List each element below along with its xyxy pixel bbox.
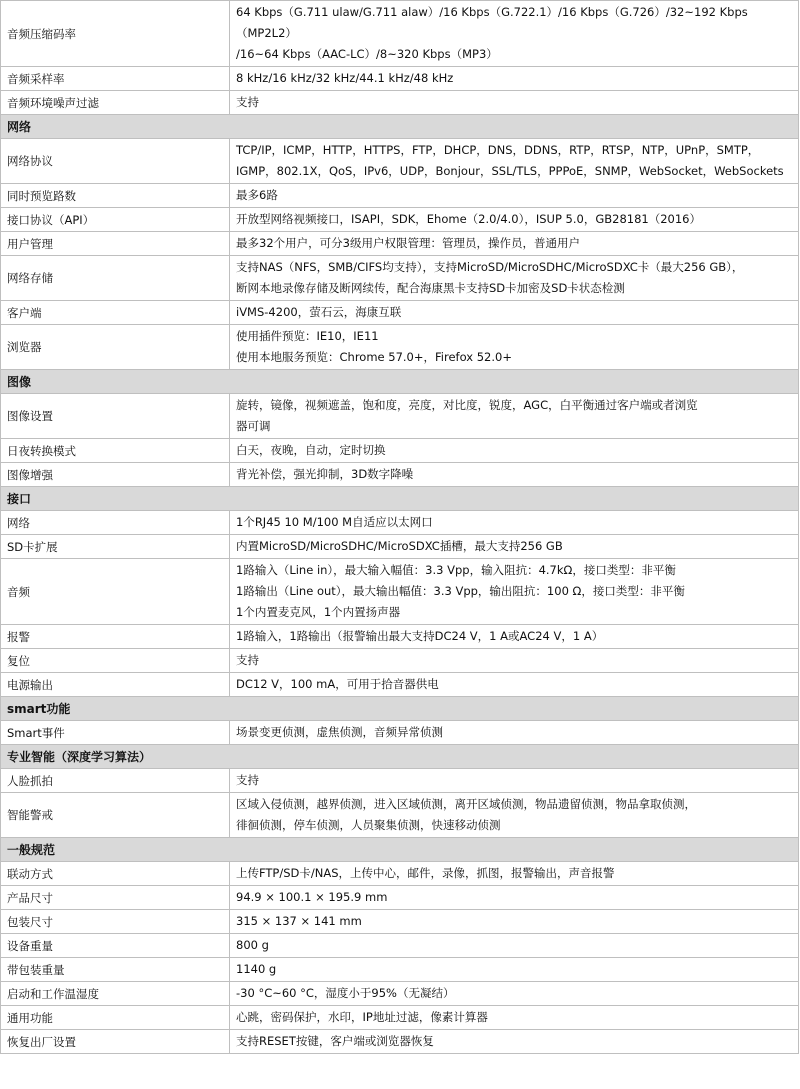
spec-label: 客户端 [1,301,230,325]
spec-value [230,793,799,838]
spec-row [1,325,799,370]
spec-value [230,649,799,673]
spec-value-line: 场景变更侦测，虚焦侦测，音频异常侦测 [236,725,443,739]
spec-value [230,910,799,934]
spec-value-line: iVMS-4200，萤石云，海康互联 [236,305,402,319]
spec-value [230,559,799,625]
spec-label: 音频采样率 [1,67,230,91]
spec-label: 音频 [1,559,230,625]
spec-value-line: 内置MicroSD/MicroSDHC/MicroSDXC插槽，最大支持256 GB [236,539,563,553]
spec-value-line: -30 °C~60 °C，湿度小于95%（无凝结） [236,986,455,1000]
spec-value [230,91,799,115]
spec-label: 包装尺寸 [1,910,230,934]
section-title: 接口 [1,487,799,511]
spec-row [1,232,799,256]
spec-row [1,958,799,982]
spec-row [1,625,799,649]
spec-row [1,862,799,886]
spec-label: 智能警戒 [1,793,230,838]
spec-value-line: 94.9 × 100.1 × 195.9 mm [236,890,388,904]
spec-value-line: 最多6路 [236,188,278,202]
spec-row [1,535,799,559]
spec-row [1,559,799,625]
spec-row [1,463,799,487]
spec-row [1,139,799,184]
spec-value [230,934,799,958]
spec-value-line: 支持RESET按键，客户端或浏览器恢复 [236,1034,434,1048]
section-title: 一般规范 [1,838,799,862]
section-title: smart功能 [1,697,799,721]
spec-value [230,721,799,745]
spec-row [1,910,799,934]
section-header-row [1,838,799,862]
spec-label: 接口协议（API） [1,208,230,232]
spec-row [1,184,799,208]
spec-table-body [1,1,799,1054]
spec-label: 报警 [1,625,230,649]
section-header-row [1,697,799,721]
section-title: 专业智能（深度学习算法） [1,745,799,769]
spec-value-line: 区域入侵侦测，越界侦测，进入区域侦测，离开区域侦测，物品遗留侦测，物品拿取侦测， [236,797,696,811]
spec-value [230,232,799,256]
spec-value-line: 1140 g [236,962,277,976]
spec-value-line: 支持 [236,95,259,109]
spec-row [1,673,799,697]
spec-row [1,1,799,67]
spec-label: 启动和工作温湿度 [1,982,230,1006]
spec-row [1,769,799,793]
spec-value [230,394,799,439]
section-title: 图像 [1,370,799,394]
spec-value [230,301,799,325]
spec-row [1,649,799,673]
spec-row [1,91,799,115]
spec-value-line: 上传FTP/SD卡/NAS，上传中心，邮件，录像，抓图，报警输出，声音报警 [236,866,615,880]
spec-value [230,673,799,697]
spec-value-line: 心跳，密码保护，水印，IP地址过滤，像素计算器 [236,1010,488,1024]
section-header-row [1,745,799,769]
spec-value [230,463,799,487]
spec-value-line: TCP/IP，ICMP，HTTP，HTTPS，FTP，DHCP，DNS，DDNS，RTP，RTSP，NTP，UPnP，SMTP， [236,143,760,157]
spec-row [1,439,799,463]
spec-row [1,721,799,745]
spec-value [230,769,799,793]
spec-row [1,394,799,439]
spec-label: 同时预览路数 [1,184,230,208]
spec-value-line: 使用插件预览：IE10，IE11 [236,329,379,343]
spec-value-line: 1路输入（Line in），最大输入幅值：3.3 Vpp，输入阻抗：4.7kΩ，接口类型：非平衡 [236,563,676,577]
spec-label: 音频压缩码率 [1,1,230,67]
spec-value [230,1030,799,1054]
spec-value [230,511,799,535]
spec-value [230,886,799,910]
spec-value-line: 支持 [236,653,259,667]
spec-value-line: 最多32个用户，可分3级用户权限管理：管理员，操作员，普通用户 [236,236,580,250]
spec-value [230,1,799,67]
spec-value [230,139,799,184]
spec-value-line: 1路输出（Line out），最大输出幅值：3.3 Vpp，输出阻抗：100 Ω，接口类型：非平衡 [236,584,685,598]
spec-value-line: 使用本地服务预览：Chrome 57.0+，Firefox 52.0+ [236,350,512,364]
spec-value-line: 315 × 137 × 141 mm [236,914,362,928]
spec-value [230,325,799,370]
spec-value-line: 支持 [236,773,259,787]
spec-label: 图像设置 [1,394,230,439]
spec-value-line: 徘徊侦测，停车侦测，人员聚集侦测，快速移动侦测 [236,818,501,832]
spec-value [230,208,799,232]
spec-value-line: 64 Kbps（G.711 ulaw/G.711 alaw）/16 Kbps（G.722.1）/16 Kbps（G.726）/32~192 Kbps（MP2L2） [236,5,748,40]
spec-label: 网络 [1,511,230,535]
spec-value [230,535,799,559]
spec-row [1,67,799,91]
spec-label: 网络存储 [1,256,230,301]
spec-label: 带包装重量 [1,958,230,982]
spec-value [230,625,799,649]
spec-label: 人脸抓拍 [1,769,230,793]
spec-value-line: 旋转，镜像，视频遮盖，饱和度，亮度，对比度，锐度，AGC，白平衡通过客户端或者浏览 [236,398,698,412]
spec-value [230,184,799,208]
spec-label: 音频环境噪声过滤 [1,91,230,115]
spec-value-line: DC12 V，100 mA，可用于拾音器供电 [236,677,439,691]
spec-value-line: 1路输入，1路输出（报警输出最大支持DC24 V，1 A或AC24 V，1 A） [236,629,604,643]
spec-row [1,886,799,910]
spec-row [1,982,799,1006]
spec-value-line: 器可调 [236,419,271,433]
spec-value-line: /16~64 Kbps（AAC-LC）/8~320 Kbps（MP3） [236,47,498,61]
spec-value [230,256,799,301]
spec-value-line: 8 kHz/16 kHz/32 kHz/44.1 kHz/48 kHz [236,71,454,85]
section-title: 网络 [1,115,799,139]
spec-row [1,301,799,325]
spec-row [1,793,799,838]
spec-value [230,958,799,982]
spec-label: 通用功能 [1,1006,230,1030]
spec-label: 浏览器 [1,325,230,370]
spec-value [230,67,799,91]
spec-value-line: 开放型网络视频接口，ISAPI，SDK，Ehome（2.0/4.0），ISUP 5.0，GB28181（2016） [236,212,702,226]
spec-label: 联动方式 [1,862,230,886]
spec-value [230,439,799,463]
spec-value-line: 支持NAS（NFS，SMB/CIFS均支持），支持MicroSD/MicroSDHC/MicroSDXC卡（最大256 GB）， [236,260,744,274]
spec-row [1,934,799,958]
spec-label: 图像增强 [1,463,230,487]
spec-label: 日夜转换模式 [1,439,230,463]
spec-value-line: IGMP，802.1X，QoS，IPv6，UDP，Bonjour，SSL/TLS，PPPoE，SNMP，WebSocket，WebSockets [236,164,784,178]
spec-label: 网络协议 [1,139,230,184]
spec-label: 用户管理 [1,232,230,256]
spec-value-line: 1个内置麦克风，1个内置扬声器 [236,605,401,619]
spec-row [1,1006,799,1030]
spec-value [230,982,799,1006]
spec-label: SD卡扩展 [1,535,230,559]
spec-value [230,862,799,886]
section-header-row [1,487,799,511]
spec-row [1,256,799,301]
spec-label: Smart事件 [1,721,230,745]
spec-row [1,208,799,232]
spec-label: 设备重量 [1,934,230,958]
spec-label: 复位 [1,649,230,673]
spec-value-line: 断网本地录像存储及断网续传，配合海康黑卡支持SD卡加密及SD卡状态检测 [236,281,625,295]
spec-row [1,511,799,535]
spec-value-line: 1个RJ45 10 M/100 M自适应以太网口 [236,515,433,529]
section-header-row [1,370,799,394]
spec-label: 电源输出 [1,673,230,697]
spec-value-line: 白天，夜晚，自动，定时切换 [236,443,386,457]
section-header-row [1,115,799,139]
spec-row [1,1030,799,1054]
spec-value-line: 800 g [236,938,269,952]
spec-value [230,1006,799,1030]
spec-label: 产品尺寸 [1,886,230,910]
spec-value-line: 背光补偿，强光抑制，3D数字降噪 [236,467,414,481]
spec-label: 恢复出厂设置 [1,1030,230,1054]
